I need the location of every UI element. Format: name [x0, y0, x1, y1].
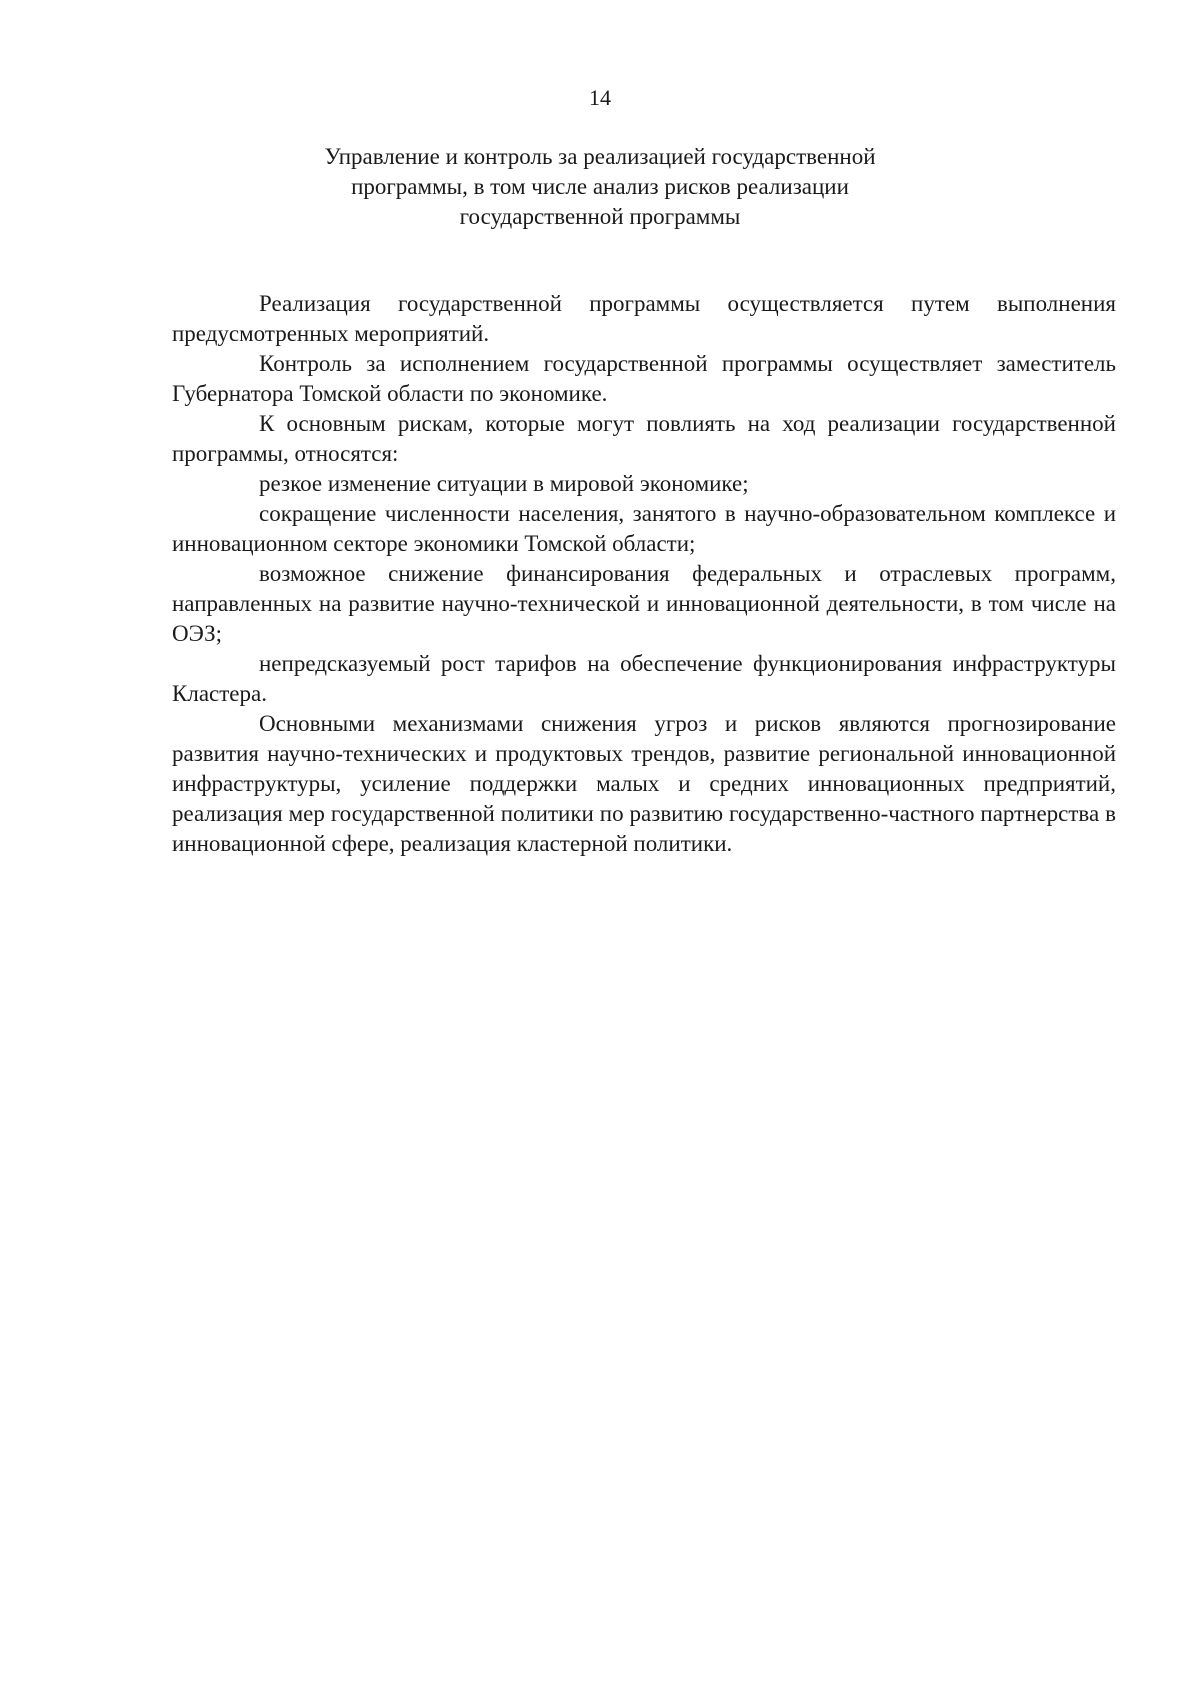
page-number: 14	[589, 85, 611, 110]
section-title-line-1: Управление и контроль за реализацией государственной	[324, 144, 876, 169]
paragraph-control: Контроль за исполнением государственной программы осуществляет заместитель Губернатора Томской области по экономике.	[172, 351, 1116, 406]
paragraph-risk-population: сокращение численности населения, занятого в научно-образовательном комплексе и инновационном секторе экономики Томской области;	[172, 501, 1116, 556]
paragraph-risk-tariffs: непредсказуемый рост тарифов на обеспечение функционирования инфраструктуры Кластера.	[172, 651, 1116, 706]
paragraph-implementation: Реализация государственной программы осуществляется путем выполнения предусмотренных мероприятий.	[172, 291, 1116, 346]
paragraph-risk-world-economy: резкое изменение ситуации в мировой экономике;	[259, 471, 749, 496]
paragraph-mitigation: Основными механизмами снижения угроз и рисков являются прогнозирование развития научно-технических и продуктовых трендов, развитие региональной инновационной инфраструктуры, усиление поддержки малых и средних инновационных предприятий, реализация мер государственной политики по развитию государственно-частного партнерства в инновационной сфере, реализация кластерной политики.	[172, 711, 1116, 856]
paragraph-risks-intro: К основным рискам, которые могут повлиять на ход реализации государственной программы, относятся:	[172, 411, 1116, 466]
paragraph-risk-funding: возможное снижение финансирования федеральных и отраслевых программ, направленных на развитие научно-технической и инновационной деятельности, в том числе на ОЭЗ;	[172, 561, 1116, 646]
section-title-line-3: государственной программы	[459, 204, 741, 229]
section-title-line-2: программы, в том числе анализ рисков реализации	[351, 174, 849, 199]
section-title	[0, 142, 1200, 232]
body-text	[172, 289, 1116, 859]
